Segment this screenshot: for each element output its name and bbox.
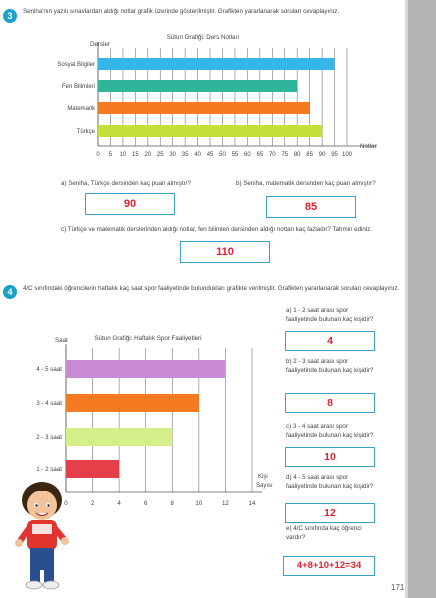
page-number: 171 <box>391 583 405 592</box>
bar <box>98 58 335 70</box>
chart-title: Sütun Grafiği: Ders Notları <box>166 34 240 41</box>
tick-label: 100 <box>341 152 353 158</box>
tick-label: 5 <box>108 152 113 158</box>
y-axis-label: Saat <box>55 337 68 344</box>
tick-label: 80 <box>293 152 301 158</box>
question-4-answer-box[interactable]: 4 <box>285 331 375 351</box>
tick-label: 30 <box>169 152 177 158</box>
tick-label: 12 <box>221 500 229 507</box>
question-3b-text: b) Seniha, matematik dersinden kaç puan almıştır? <box>236 180 376 187</box>
tick-label: 90 <box>318 152 326 158</box>
tick-label: 70 <box>268 152 276 158</box>
question-4-item-text: vardır? <box>286 534 306 541</box>
tick-label: 50 <box>219 152 226 158</box>
question-4-item-text: d) 4 - 5 saat arası spor <box>286 474 349 481</box>
question-4-item-text: b) 2 - 3 saat arası spor <box>286 358 349 365</box>
tick-label: 20 <box>144 152 152 158</box>
tick-label: 2 <box>90 500 95 507</box>
boy-illustration <box>12 478 74 593</box>
bar <box>98 80 297 92</box>
question-4-answer-box[interactable]: 10 <box>285 447 375 467</box>
category-label: 3 - 4 saat <box>36 400 62 407</box>
y-axis-label: Dersler <box>90 41 110 48</box>
x-axis-label-1: Kişi <box>258 474 268 480</box>
x-axis-label-2: Sayısı <box>256 483 273 489</box>
tick-label: 0 <box>96 152 100 158</box>
question-4-badge: 4 <box>3 285 17 299</box>
category-label: 1 - 2 saat <box>36 466 62 473</box>
answer-3a-box[interactable]: 90 <box>85 193 175 215</box>
bar <box>98 125 322 137</box>
question-4-item-text: faaliyetinde bulunan kaç kişidir? <box>286 367 374 374</box>
category-label: Sosyal Bilgiler <box>57 62 95 68</box>
page-edge-strip <box>408 0 436 598</box>
question-4-answer-box[interactable]: 8 <box>285 393 375 413</box>
tick-label: 75 <box>281 152 289 158</box>
question-4-item-text: faaliyetinde bulunan kaç kişidir? <box>286 316 374 323</box>
bar <box>66 360 225 378</box>
question-4-item-text: faaliyetinde bulunan kaç kişidir? <box>286 483 374 490</box>
chart-ders-notlari <box>0 26 408 176</box>
answer-3b-box[interactable]: 85 <box>266 196 356 218</box>
tick-label: 95 <box>331 152 338 158</box>
tick-label: 0 <box>64 500 68 507</box>
question-3-badge: 3 <box>3 9 17 23</box>
answer-3c-box[interactable]: 110 <box>180 241 270 263</box>
tick-label: 8 <box>170 500 175 507</box>
tick-label: 40 <box>194 152 201 158</box>
question-4-answer-box[interactable]: 4+8+10+12=34 <box>283 556 375 576</box>
category-label: Fen Bilimleri <box>61 84 95 90</box>
tick-label: 55 <box>231 152 239 158</box>
tick-label: 25 <box>156 152 164 158</box>
bar <box>66 428 172 446</box>
x-axis-label: Notlar <box>360 143 377 150</box>
bar <box>66 460 119 478</box>
tick-label: 10 <box>119 152 127 158</box>
question-4-item-text: e) 4/C sınıfında kaç öğrenci <box>286 525 362 532</box>
bar <box>98 102 310 114</box>
question-4-item-text: a) 1 - 2 saat arası spor <box>286 307 349 314</box>
tick-label: 45 <box>206 152 214 158</box>
category-label: Matematik <box>67 106 95 112</box>
question-4-answer-box[interactable]: 12 <box>285 503 375 523</box>
question-3a-text: a) Seniha, Türkçe dersinden kaç puan almıştır? <box>61 180 191 187</box>
tick-label: 85 <box>306 152 313 158</box>
category-label: 4 - 5 saat <box>36 366 62 373</box>
category-label: Türkçe <box>76 129 95 135</box>
category-label: 2 - 3 saat <box>36 434 62 441</box>
tick-label: 4 <box>117 500 121 507</box>
question-4-item-text: faaliyetinde bulunan kaç kişidir? <box>286 432 374 439</box>
question-3-intro: Seniha'nın yazılı sınavlardan aldığı notlar grafik üzerinde gösterilmiştir. Grafikten yararlanarak soruları cevaplayınız. <box>23 8 340 15</box>
question-3c-text: c) Türkçe ve matematik derslerinden aldığı notlar, fen bilimleri dersinden aldığı nottan kaç fazladır? Tahmin ediniz. <box>61 226 373 233</box>
question-4-intro: 4/C sınıfındaki öğrencilerin haftalık kaç saat spor faaliyetinde bulundukları grafikte verilmiştir. Grafikten yararlanarak soruları cevaplayınız. <box>23 285 400 292</box>
tick-label: 60 <box>244 152 251 158</box>
chart-title: Sütun Grafiği: Haftalık Spor Faaliyetleri <box>94 335 202 342</box>
tick-label: 15 <box>132 152 139 158</box>
tick-label: 10 <box>195 500 203 507</box>
tick-label: 14 <box>248 500 256 507</box>
bar <box>66 394 199 412</box>
tick-label: 65 <box>256 152 264 158</box>
tick-label: 35 <box>181 152 189 158</box>
tick-label: 6 <box>143 500 148 507</box>
question-4-item-text: c) 3 - 4 saat arası spor <box>286 423 348 430</box>
